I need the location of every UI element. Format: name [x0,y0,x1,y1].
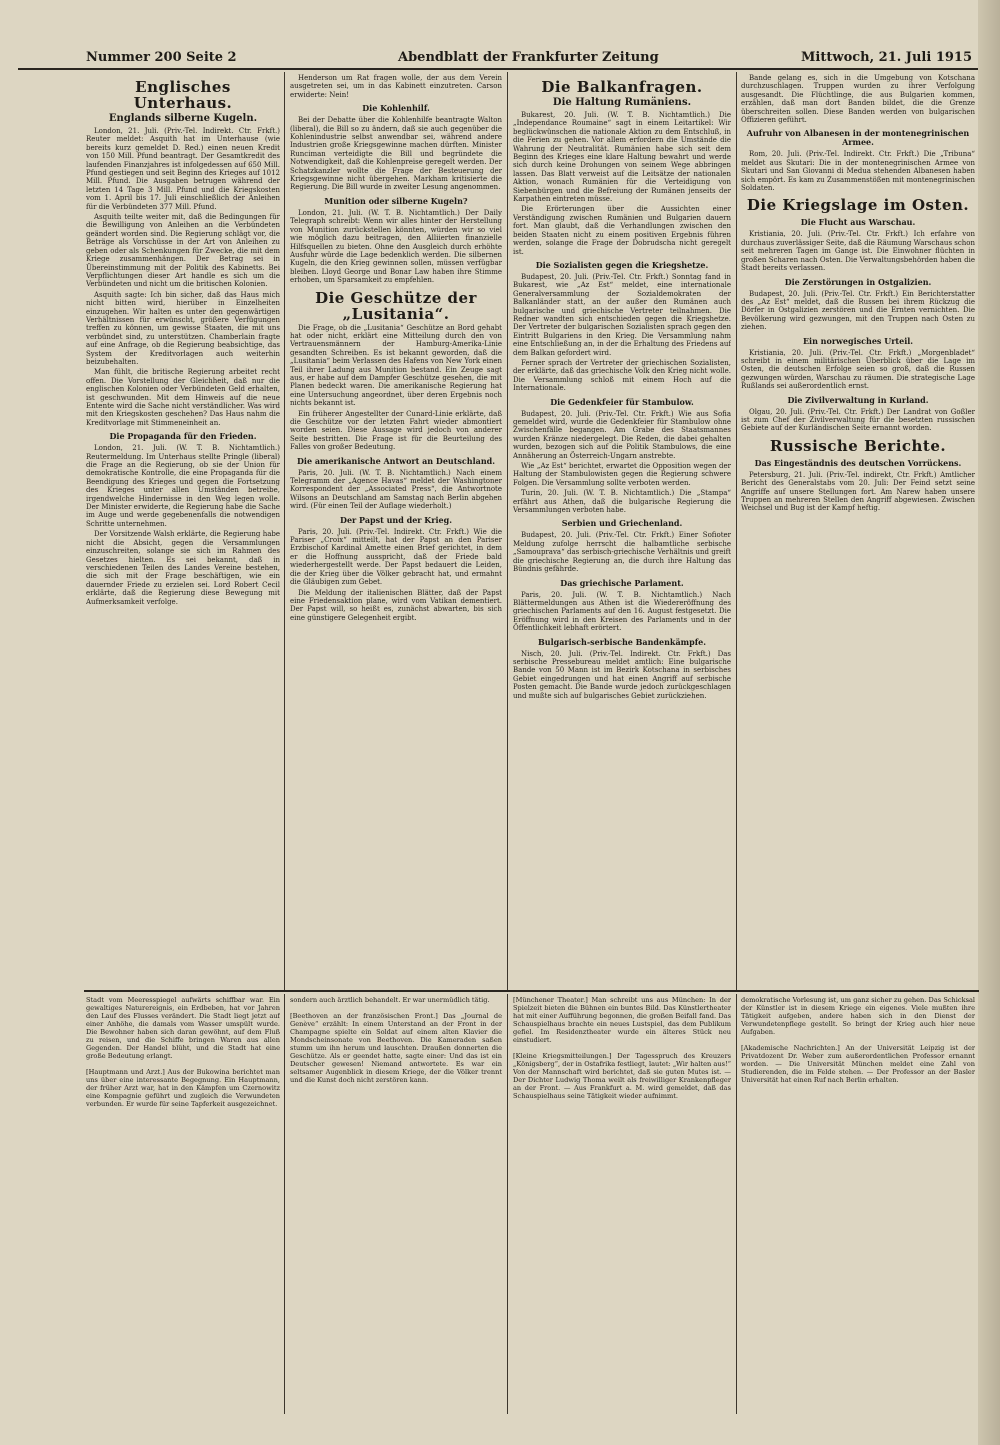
article-subtitle: Die Haltung Rumäniens. [552,97,692,108]
section-heading: Die Zivilverwaltung in Kurland. [787,394,929,405]
feuilleton-column-1: Stadt vom Meeresspiegel aufwärts schiffbar war. Ein gewaltiges Naturereignis, ein Erdbeben, hat vor Jahren den Lauf des Flusses verändert. Die Stadt liegt jetzt auf einer Anhöhe, die damals vom Wasser umspült wurde. Die Bewohner haben sich daran gewöhnt, auf dem Fluß zu reisen, und die Schiffe bringen Waren aus allen Gegenden. Der Handel blüht, und die Stadt hat eine große Bedeutung erlangt. [Hauptmann und Arzt.] Aus der Bukowina berichtet man uns über eine interessante Begegnung. Ein Hauptmann, der früher Arzt war, hat in den Kämpfen um Czernowitz eine Kompagnie geführt und zugleich die Verwundeten verbunden. Er wurde für seine Tapferkeit ausgezeichnet. [86,996,280,1108]
paragraph: Turin, 20. Juli. (W. T. B. Nichtamtlich.) Die „Stampa“ erfährt aus Athen, daß die bulgarische Regierung die Versammlungen verboten habe. [513,489,731,515]
column-rule [284,994,285,1414]
section-heading: Aufruhr von Albanesen in der montenegrinischen Armee. [746,128,970,148]
book-binding-gutter [978,0,1000,1445]
paragraph: Ferner sprach der Vertreter der griechischen Sozialisten, der erklärte, daß das griechische Volk den Krieg nicht wolle. Die Versammlung schloß mit einem Hoch auf die Internationale. [513,358,731,393]
paragraph: Der Vorsitzende Walsh erklärte, die Regierung habe nicht die Absicht, gegen die Versammlungen einzuschreiten, solange sie sich im Rahmen des Gesetzes hielten. Es sei bekannt, daß in verschiedenen Teilen des Landes Vereine bestehen, die sich mit der Frage beschäftigen, wie ein dauernder Friede zu erzielen sei. Lord Robert Cecil erklärte, daß die Regierung diese Bewegung mit Aufmerksamkeit verfolge. [86,530,280,606]
feuilleton-column-2: sondern auch ärztlich behandelt. Er war unermüdlich tätig. [Beethoven an der französischen Front.] Das „Journal de Genève“ erzählt: In einem Unterstand an der Front in der Champagne spielte ein Soldat auf einem alten Klavier die Mondscheinsonate von Beethoven. Die Kameraden saßen stumm um ihn herum und lauschten. Draußen donnerten die Geschütze. Als er geendet hatte, sagte einer: Und das ist ein Deutscher gewesen! Niemand antwortete. Es war ein seltsamer Augenblick in diesem Kriege, der die Völker trennt und die Kunst doch nicht zerstören kann. [290,996,502,1084]
column-1 [86,74,280,986]
paragraph: Paris, 20. Juli. (Priv.-Tel. Indirekt. Ctr. Frkft.) Wie die Pariser „Croix“ mitteilt, hat der Papst an den Pariser Erzbischof Kardinal Amette einen Brief gerichtet, in dem er die Hoffnung ausspricht, daß der Friede bald wiederhergestellt werde. Der Papst bedauert die Leiden, die der Krieg über die Völker gebracht hat, und ermahnt die Gläubigen zum Gebet. [290,527,502,587]
article-subtitle: Englands silberne Kugeln. [108,113,258,124]
section-heading: Munition oder silberne Kugeln? [324,195,468,206]
feuilleton-divider [84,990,979,992]
paragraph: Bukarest, 20. Juli. (W. T. B. Nichtamtlich.) Die „Independance Roumaine“ sagt in einem Leitartikel: Wir beglückwünschen die nationale Aktion zu dem Entschluß, in die Ferien zu gehen. Vor allem erfordern die Umstände die Wahrung der Neutralität. Rumänien habe sich seit dem Beginn des Krieges eine klare Haltung bewahrt und werde sich durch keine Drohungen von seinem Wege abbringen lassen. Das Blatt verweist auf die Leitsätze der nationalen Aktion, wonach Rumänien für die Verteidigung von Siebenbürgen und die Befreiung der Rumänen jenseits der Karpathen eintreten müsse. [513,111,731,204]
section-heading: Serbien und Griechenland. [561,518,683,529]
paragraph: Petersburg, 21. Juli. (Priv.-Tel. indirekt, Ctr. Frkft.) Amtlicher Bericht des Generalstabs vom 20. Juli: Der Feind setzt seine Angriffe auf unsere Stellungen fort. Am Narew haben unsere Truppen an mehreren Stellen den Angriff abgewiesen. Zwischen Weichsel und Bug ist der Kampf heftig. [741,470,975,513]
paragraph: Die Meldung der italienischen Blätter, daß der Papst eine Friedensaktion plane, wird vom Vatikan dementiert. Der Papst will, so heißt es, zunächst abwarten, bis sich eine günstigere Gelegenheit ergibt. [290,588,502,622]
paragraph: Budapest, 20. Juli. (Priv.-Tel. Ctr. Frkft.) Sonntag fand in Bukarest, wie „Az Est“ meldet, eine internationale Generalversammlung der Sozialdemokraten der Balkanländer statt, an der außer den Rumänen auch bulgarische und griechische Vertreter teilnahmen. Die Redner wandten sich entschieden gegen die Kriegshetze. Der Vertreter der bulgarischen Sozialisten sprach gegen den Eintritt Bulgariens in den Krieg. Die Versammlung nahm eine Entschließung an, in der die Erhaltung des Friedens auf dem Balkan gefordert wird. [513,272,731,357]
section-heading: Die Kohlenhilf. [362,103,430,114]
paragraph: Budapest, 20. Juli. (Priv.-Tel. Ctr. Frkft.) Ein Berichterstatter des „Az Est“ meldet, daß die Russen bei ihrem Rückzug die Dörfer in Ostgalizien zerstören und die Ernten vernichten. Die Bevölkerung wird gezwungen, mit den Truppen nach Osten zu ziehen. [741,289,975,332]
paragraph: Paris, 20. Juli. (W. T. B. Nichtamtlich.) Nach einem Telegramm der „Agence Havas“ meldet der Washingtoner Korrespondent der „Associated Press“, die Antwortnote Wilsons an Deutschland am Samstag nach Berlin abgehen wird. (Für einen Teil der Auflage wiederholt.) [290,468,502,511]
column-rule [736,72,737,990]
paragraph: Kristiania, 20. Juli. (Priv.-Tel. Ctr. Frkft.) Ich erfahre von durchaus zuverlässiger Seite, daß die Räumung Warschaus schon seit mehreren Tagen im Gange ist. Die Einwohner flüchten in großen Scharen nach Osten. Die Verwaltungsbehörden haben die Stadt bereits verlassen. [741,230,975,273]
paragraph: Kristiania, 20. Juli. (Priv.-Tel. Ctr. Frkft.) „Morgenbladet“ schreibt in einem militärischen Überblick über die Lage im Osten, die deutschen Erfolge seien so groß, daß die Russen gezwungen würden, Warschau zu räumen. Die strategische Lage Rußlands sei außerordentlich ernst. [741,348,975,391]
paragraph: Ein früherer Angestellter der Cunard-Linie erklärte, daß die Geschütze vor der letzten Fahrt wieder abmontiert worden seien. Diese Aussage wird jedoch von anderer Seite bestritten. Die Frage ist für die Beurteilung des Falles von großer Bedeutung. [290,409,502,452]
paragraph: Paris, 20. Juli. (W. T. B. Nichtamtlich.) Nach Blättermeldungen aus Athen ist die Wiedereröffnung des griechischen Parlaments auf den 16. August festgesetzt. Die Eröffnung wird in den Kreisen des Parlaments und in der Öffentlichkeit lebhaft erörtert. [513,590,731,633]
feuilleton-column-3: [Münchener Theater.] Man schreibt uns aus München: In der Spielzeit bieten die Bühnen ein buntes Bild. Das Künstlertheater hat mit einer Aufführung begonnen, die großen Beifall fand. Das Schauspielhaus brachte ein neues Lustspiel, das dem Publikum gefiel. Im Residenztheater wurde ein älteres Stück neu einstudiert. [Kleine Kriegsmitteilungen.] Der Tagesspruch des Kreuzers „Königsberg“, der in Ostafrika festliegt, lautet: „Wir halten aus!“ Von der Mannschaft wird berichtet, daß sie guten Mutes ist. — Der Dichter Ludwig Thoma weilt als freiwilliger Krankenpfleger an der Front. — Aus Frankfurt a. M. wird gemeldet, daß das Schauspielhaus seine Tätigkeit wieder aufnimmt. [513,996,731,1100]
paragraph: Asquith teilte weiter mit, daß die Bedingungen für die Bewilligung von Anleihen an die Verbündeten geändert worden sind. Die Regierung schlägt vor, die Beträge als Vorschüsse in der Art von Anleihen zu geben oder als Schenkungen für Zwecke, die mit dem Kriege zusammenhängen. Der Betrag sei in Übereinstimmung mit der Politik des Kabinetts. Bei Verpflichtungen dieser Art handle es sich um die Verbündeten und nicht um die britischen Kolonien. [86,213,280,289]
paragraph: Die Frage, ob die „Lusitania“ Geschütze an Bord gehabt hat oder nicht, erklärt eine Mitteilung durch den von Vertrauensmännern der Hamburg-Amerika-Linie gesandten Schreiben. Es ist bekannt geworden, daß die „Lusitania“ beim Verlassen des Hafens von New York einen Teil ihrer Ladung aus Munition bestand. Ein Zeuge sagt aus, er habe auf dem Dampfer Geschütze gesehen, die mit Planen bedeckt waren. Die amerikanische Regierung hat eine Untersuchung angeordnet, über deren Ergebnis noch nichts bekannt ist. [290,323,502,408]
paragraph: London, 21. Juli. (Priv.-Tel. Indirekt. Ctr. Frkft.) Reuter meldet: Asquith hat im Unterhause (wie bereits kurz gemeldet D. Red.) einen neuen Kredit von 150 Mill. Pfund beantragt. Der Gesamtkredit des laufenden Finanzjahres ist infolgedessen auf 650 Mill. Pfund gestiegen und seit Beginn des Krieges auf 1012 Mill. Pfund. Die Ausgaben betrugen während der letzten 14 Tage 3 Mill. Pfund und die Kriegskosten vom 1. April bis 17. Juli einschließlich der Anleihen für die Verbündeten 377 Mill. Pfund. [86,127,280,211]
column-rule [507,72,508,990]
paragraph: Rom, 20. Juli. (Priv.-Tel. Indirekt. Ctr. Frkft.) Die „Tribuna“ meldet aus Skutari: Die in der montenegrinischen Armee von Skutari und San Giovanni di Medua stehenden Albanesen haben sich empört. Es kam zu Zusammenstößen mit montenegrinischen Soldaten. [741,150,975,193]
section-heading: Der Papst und der Krieg. [340,514,452,525]
section-heading: Die Zerstörungen in Ostgalizien. [784,276,932,287]
article-title: Die Geschütze der „Lusitania“. [315,288,477,323]
article-title: Die Balkanfragen. [541,78,703,96]
column-3 [513,74,731,986]
section-heading: Die Flucht aus Warschau. [800,217,916,228]
page-header [18,46,978,70]
paper-title: Abendblatt der Frankfurter Zeitung [398,50,659,65]
issue-date: Mittwoch, 21. Juli 1915 [801,50,972,65]
article-title: Die Kriegslage im Osten. [746,196,970,215]
section-heading: Bulgarisch-serbische Bandenkämpfe. [537,636,707,647]
paragraph: London, 21. Juli. (W. T. B. Nichtamtlich.) Reutermeldung. Im Unterhaus stellte Pringle (liberal) die Frage an die Regierung, ob sie der Union für demokratische Kontrolle, die eine Propaganda für die Beendigung des Krieges und gegen die Fortsetzung des Krieges unter allen Umständen betreibe, irgendwelche Hindernisse in den Weg legen wolle. Der Minister erwiderte, die Regierung habe die Sache im Auge und werde gegebenenfalls die notwendigen Schritte unternehmen. [86,444,280,528]
paragraph: Asquith sagte: Ich bin sicher, daß das Haus mich nicht bitten wird, hierüber in Einzelheiten einzugehen. Wir halten es unter den gegenwärtigen Verhältnissen für erwünscht, größere Verfügungen treffen zu können, um gewisse Staaten, die mit uns verbündet sind, zu unterstützen. Chamberlain fragte auf eine Anfrage, ob die Regierung beabsichtige, das System der Kreditvorlagen auch weiterhin beizubehalten. [86,290,280,366]
article-title: Englisches Unterhaus. [133,78,233,112]
section-heading: Die amerikanische Antwort an Deutschland. [296,455,496,466]
column-4 [741,74,975,986]
paragraph: Bei der Debatte über die Kohlenhilfe beantragte Walton (liberal), die Bill so zu ändern, daß sie auch gegenüber die Kohlenindustrie selbst anwendbar sei, während andere Industrien große Kriegsgewinne machen dürften. Minister Runciman verteidigte die Bill und begründete die Notwendigkeit, daß die Kohlenpreise geregelt werden. Der Schatzkanzler wollte die Frage der Besteuerung der Kriegsgewinne nicht übergehen. Markham kritisierte die Regierung. Die Bill wurde in zweiter Lesung angenommen. [290,116,502,192]
paragraph: Wie „Az Est“ berichtet, erwartet die Opposition wegen der Haltung der Stambulowisten gegen die Regierung schwere Folgen. Die Versammlung sollte verboten werden. [513,462,731,487]
column-rule [507,994,508,1414]
paragraph: London, 21. Juli. (W. T. B. Nichtamtlich.) Der Daily Telegraph schreibt: Wenn wir alles hinter der Herstellung von Munition zurückstellen könnten, würden wir so viel wie möglich dazu beitragen, den Alliierten finanzielle Hilfsquellen zu bieten. Ohne den Ausgleich durch erhöhte Ausfuhr würde die Lage bedenklich werden. Die silbernen Kugeln, die den Krieg gewinnen sollen, müssen verfügbar bleiben. Lloyd George und Bonar Law haben ihre Stimme erhoben, um Sparsamkeit zu empfehlen. [290,208,502,285]
paragraph: Budapest, 20. Juli. (Priv.-Tel. Ctr. Frkft.) Wie aus Sofia gemeldet wird, wurde die Gedenkfeier für Stambulow ohne Zwischenfälle begangen. Am Grabe des Staatsmannes wurden Kränze niedergelegt. Die Reden, die dabei gehalten wurden, bezogen sich auf die Politik Stambulows, die eine Annäherung an Österreich-Ungarn anstrebte. [513,409,731,460]
section-heading: Die Gedenkfeier für Stambulow. [550,396,694,407]
section-heading: Das Eingeständnis des deutschen Vorrückens. [754,457,962,468]
paragraph: Henderson um Rat fragen wolle, der aus dem Verein ausgetreten sei, um in das Kabinett einzutreten. Carson erwiderte: Nein! [290,74,502,99]
paragraph: Die Erörterungen über die Aussichten einer Verständigung zwischen Rumänien und Bulgarien dauern fort. Man glaubt, daß die Verhandlungen zwischen den beiden Staaten nicht zu einem positiven Ergebnis führen werden, solange die Frage der Dobrudscha nicht geregelt ist. [513,205,731,256]
paragraph: Olgau, 20. Juli. (Priv.-Tel. Ctr. Frkft.) Der Landrat von Goßler ist zum Chef der Zivilverwaltung für die besetzten russischen Gebiete auf der Kurländischen Seite ernannt worden. [741,407,975,433]
paragraph: Bande gelang es, sich in die Umgebung von Kotschana durchzuschlagen. Truppen wurden zu ihrer Verfolgung ausgesandt. Die Flüchtlinge, die aus Bulgarien kommen, erzählen, daß man dort Banden bildet, die die Grenze überschreiten sollen. Diese Banden werden von bulgarischen Offizieren geführt. [741,74,975,125]
section-heading: Das griechische Parlament. [560,577,684,588]
column-rule [736,994,737,1414]
paragraph: Man fühlt, die britische Regierung arbeitet recht offen. Die Vorstellung der Gleichheit, daß nur die englischen Kolonien oder Verbündeten Geld erhalten, ist geschwunden. Mit dem Hinweis auf die neue Entente wird die Sache nicht verständlicher. Was wird mit den Kriegskosten geschehen? Das Haus nahm die Kreditvorlage mit Stimmeneinheit an. [86,368,280,427]
article-title: Russische Berichte. [769,436,947,455]
column-rule [284,72,285,990]
column-2 [290,74,502,986]
feuilleton-column-4: demokratische Vorlesung ist, um ganz sicher zu gehen. Das Schicksal der Künstler ist in diesem Kriege ein eigenes. Viele mußten ihre Tätigkeit aufgeben, andere haben sich in den Dienst der Verwundetenpflege gestellt. So bringt der Krieg auch hier neue Aufgaben. [Akademische Nachrichten.] An der Universität Leipzig ist der Privatdozent Dr. Weber zum außerordentlichen Professor ernannt worden. — Die Universität München meldet eine Zahl von Studierenden, die im Felde stehen. — Der Professor an der Basler Universität hat einen Ruf nach Berlin erhalten. [741,996,975,1084]
section-heading: Ein norwegisches Urteil. [802,335,914,346]
paragraph: Nisch, 20. Juli. (Priv.-Tel. Indirekt. Ctr. Frkft.) Das serbische Pressebureau meldet amtlich: Eine bulgarische Bande von 50 Mann ist im Bezirk Kotschana in serbisches Gebiet eingedrungen und hat einen Angriff auf serbische Posten gemacht. Die Bande wurde jedoch zurückgeschlagen und mußte sich auf bulgarisches Gebiet zurückziehen. [513,649,731,700]
paragraph: Budapest, 20. Juli. (Priv.-Tel. Ctr. Frkft.) Einer Sofioter Meldung zufolge herrscht die halbamtliche serbische „Samouprava“ das serbisch-griechische Verhältnis und greift die griechische Regierung an, die durch ihre Haltung das Bündnis gefährde. [513,531,731,574]
section-heading: Die Sozialisten gegen die Kriegshetze. [535,259,709,270]
section-heading: Die Propaganda für den Frieden. [109,431,257,442]
issue-number: Nummer 200 Seite 2 [86,50,237,65]
